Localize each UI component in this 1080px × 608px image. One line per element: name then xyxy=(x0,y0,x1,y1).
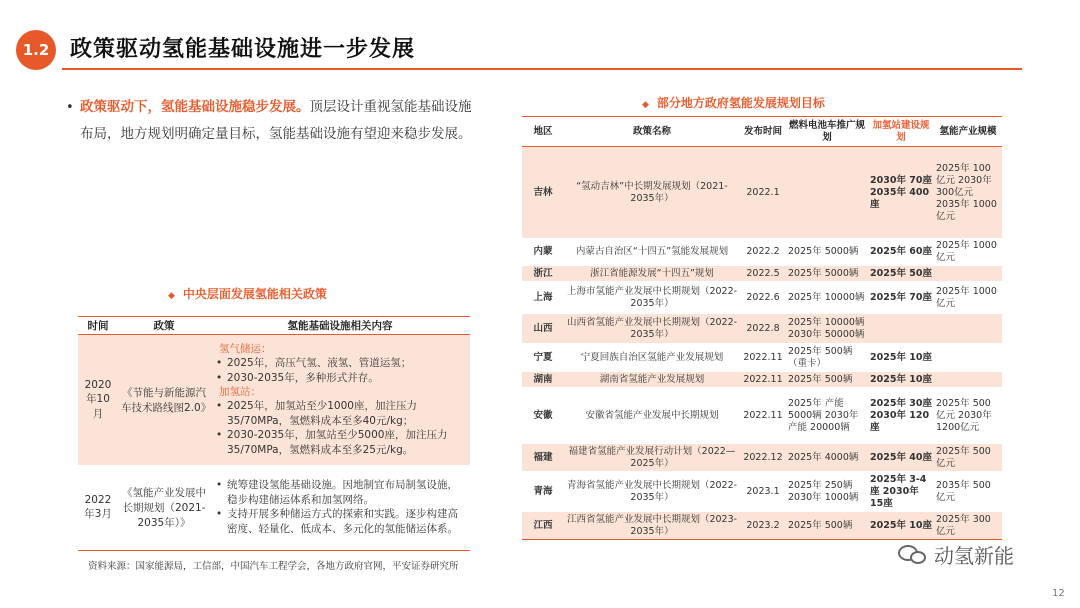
table-row xyxy=(522,282,1002,314)
list-item: • 2025年，高压气氢、液氢、管道运氢； xyxy=(213,356,467,371)
plan-name: 上海市氢能产业发展中长期规划（2022-2035年） xyxy=(564,282,740,314)
policy-table xyxy=(78,316,470,551)
list-item: • 2030-2035年，多种形式并存。 xyxy=(213,371,467,386)
plan-name: 湖南省氢能产业发展规划 xyxy=(564,372,740,388)
plan-region: 福建 xyxy=(522,444,564,472)
table-row xyxy=(522,372,1002,388)
policy-name: 《节能与新能源汽车技术路线图2.0》 xyxy=(118,335,210,465)
policy-table-caption: ◆ 中央层面发展氢能相关政策 xyxy=(168,287,327,301)
plan-date: 2022.12 xyxy=(740,444,786,472)
plan-date: 2022.2 xyxy=(740,239,786,266)
plan-stations: 2025年 40座 xyxy=(868,444,934,472)
plan-industry: 2025年 300亿元 xyxy=(934,512,1002,540)
plan-stations: 2030年 70座 2035年 400座 xyxy=(868,147,934,239)
plan-name: 浙江省能源发展“十四五”规划 xyxy=(564,266,740,282)
plan-region: 湖南 xyxy=(522,372,564,388)
list-item: • 2025年，加氢站至少1000座，加注压力35/70MPa，氢燃料成本至多40元/kg； xyxy=(213,399,467,428)
plan-date: 2022.8 xyxy=(740,314,786,344)
table-row xyxy=(78,335,470,465)
plan-name: 青海省氢能产业发展中长期规划（2022-2035年） xyxy=(564,472,740,512)
plan-table xyxy=(522,116,1002,540)
plan-industry: 2025年 1000亿元 xyxy=(934,282,1002,314)
table-row xyxy=(522,239,1002,266)
plan-region: 上海 xyxy=(522,282,564,314)
plan-fcv: 2025年 250辆 2030年 1000辆 xyxy=(786,472,868,512)
plan-date: 2022.11 xyxy=(740,344,786,372)
plan-region: 江西 xyxy=(522,512,564,540)
policy-content xyxy=(210,335,470,465)
plan-industry xyxy=(934,314,1002,344)
plan-stations: 2025年 50座 xyxy=(868,266,934,282)
plan-fcv: 2025年 500辆 xyxy=(786,512,868,540)
plan-region: 山西 xyxy=(522,314,564,344)
plan-stations xyxy=(868,314,934,344)
plan-name: 内蒙古自治区“十四五”氢能发展规划 xyxy=(564,239,740,266)
plan-fcv: 2025年 500辆 xyxy=(786,372,868,388)
bullet-icon: • xyxy=(66,100,74,115)
plan-industry xyxy=(934,372,1002,388)
table-row xyxy=(522,314,1002,344)
page-title: 政策驱动氢能基础设施进一步发展 xyxy=(70,37,416,62)
plan-fcv: 2025年 5000辆 xyxy=(786,239,868,266)
watermark-text: 动氢新能 xyxy=(934,544,1014,568)
plan-fcv: 2025年 5000辆 xyxy=(786,266,868,282)
list-item: • 2030-2035年，加氢站至少5000座，加注压力35/70MPa，氢燃料成本至多25元/kg。 xyxy=(213,428,467,457)
intro-paragraph xyxy=(66,94,480,148)
plan-industry xyxy=(934,266,1002,282)
plan-table-caption: ◆ 部分地方政府氢能发展规划目标 xyxy=(642,96,825,110)
plan-industry: 2025年 500亿元 xyxy=(934,444,1002,472)
policy-name: 《氢能产业发展中长期规划（2021-2035年）》 xyxy=(118,465,210,551)
plan-fcv xyxy=(786,147,868,239)
diamond-icon: ◆ xyxy=(642,100,649,110)
plan-fcv: 2025年 10000辆 xyxy=(786,282,868,314)
plan-fcv: 2025年 产能 5000辆 2030年 产能 20000辆 xyxy=(786,388,868,444)
plan-stations: 2025年 3-4座 2030年 15座 xyxy=(868,472,934,512)
table-row xyxy=(522,266,1002,282)
plan-fcv: 2025年 4000辆 xyxy=(786,444,868,472)
table-row xyxy=(522,388,1002,444)
plan-industry xyxy=(934,344,1002,372)
chat-bubble-icon xyxy=(898,543,928,567)
plan-date: 2022.11 xyxy=(740,372,786,388)
plan-region: 青海 xyxy=(522,472,564,512)
plan-date: 2023.2 xyxy=(740,512,786,540)
plan-header-industry: 氢能产业规模 xyxy=(934,117,1002,147)
plan-stations: 2025年 10座 xyxy=(868,344,934,372)
plan-header-region: 地区 xyxy=(522,117,564,147)
policy-header-policy: 政策 xyxy=(118,317,210,335)
list-item: • 支持开展多种储运方式的探索和实践。逐步构建高密度、轻量化、低成本、多元化的氢能储运体系。 xyxy=(213,507,467,536)
policy-header-time: 时间 xyxy=(78,317,118,335)
watermark-logo xyxy=(898,540,1014,569)
source-note: 资料来源：国家能源局，工信部，中国汽车工程学会，各地方政府官网，平安证券研究所 xyxy=(88,561,459,572)
plan-name: 福建省氢能产业发展行动计划（2022—2025年） xyxy=(564,444,740,472)
table-row xyxy=(522,344,1002,372)
plan-stations: 2025年 70座 xyxy=(868,282,934,314)
plan-industry: 2025年 500亿元 2030年 1200亿元 xyxy=(934,388,1002,444)
policy-header-content: 氢能基础设施相关内容 xyxy=(210,317,470,335)
list-item: • 统筹建设氢能基础设施。因地制宜布局制氢设施，稳步构建储运体系和加氢网络。 xyxy=(213,478,467,507)
title-divider xyxy=(62,68,1022,70)
plan-header-fcv: 燃料电池车推广规划 xyxy=(786,117,868,147)
section-number-badge: 1.2 xyxy=(16,30,56,70)
plan-date: 2023.1 xyxy=(740,472,786,512)
plan-region: 浙江 xyxy=(522,266,564,282)
plan-industry: 2025年 1000亿元 xyxy=(934,239,1002,266)
plan-stations: 2025年 10座 xyxy=(868,372,934,388)
plan-region: 安徽 xyxy=(522,388,564,444)
plan-stations: 2025年 60座 xyxy=(868,239,934,266)
table-row xyxy=(522,147,1002,239)
plan-header-name: 政策名称 xyxy=(564,117,740,147)
plan-fcv: 2025年 10000辆 2030年 50000辆 xyxy=(786,314,868,344)
page-number: 12 xyxy=(1052,588,1065,599)
table-row xyxy=(78,465,470,551)
plan-name: 安徽省氢能产业发展中长期规划 xyxy=(564,388,740,444)
table-row xyxy=(522,444,1002,472)
table-row xyxy=(522,472,1002,512)
plan-industry: 2025年 100亿元 2030年 300亿元 2035年 1000亿元 xyxy=(934,147,1002,239)
plan-header-stations: 加氢站建设规划 xyxy=(868,117,934,147)
plan-date: 2022.11 xyxy=(740,388,786,444)
plan-name: “氢动吉林”中长期发展规划（2021-2035年） xyxy=(564,147,740,239)
plan-stations: 2025年 10座 xyxy=(868,512,934,540)
plan-name: 江西省氢能产业发展中长期规划（2023-2035年） xyxy=(564,512,740,540)
plan-region: 宁夏 xyxy=(522,344,564,372)
section-title: 加氢站： xyxy=(219,386,261,399)
plan-fcv: 2025年 500辆（重卡） xyxy=(786,344,868,372)
plan-region: 内蒙 xyxy=(522,239,564,266)
plan-region: 吉林 xyxy=(522,147,564,239)
plan-date: 2022.5 xyxy=(740,266,786,282)
plan-name: 宁夏回族自治区氢能产业发展规划 xyxy=(564,344,740,372)
intro-body: 顶层设计重视氢能基础设施布局，地方规划明确定量目标，氢能基础设施有望迎来稳步发展。 xyxy=(80,99,472,142)
intro-highlight: 政策驱动下，氢能基础设施稳步发展。 xyxy=(80,99,310,115)
section-title: 氢气储运： xyxy=(219,343,272,356)
plan-header-date: 发布时间 xyxy=(740,117,786,147)
plan-industry: 2035年 500亿元 xyxy=(934,472,1002,512)
diamond-icon: ◆ xyxy=(168,291,175,301)
table-row xyxy=(522,512,1002,540)
plan-name: 山西省氢能产业发展中长期规划（2022-2035年） xyxy=(564,314,740,344)
plan-date: 2022.6 xyxy=(740,282,786,314)
plan-date: 2022.1 xyxy=(740,147,786,239)
plan-stations: 2025年 30座 2030年 120座 xyxy=(868,388,934,444)
policy-time: 2020年10月 xyxy=(78,335,118,465)
policy-content xyxy=(210,465,470,551)
policy-time: 2022年3月 xyxy=(78,465,118,551)
